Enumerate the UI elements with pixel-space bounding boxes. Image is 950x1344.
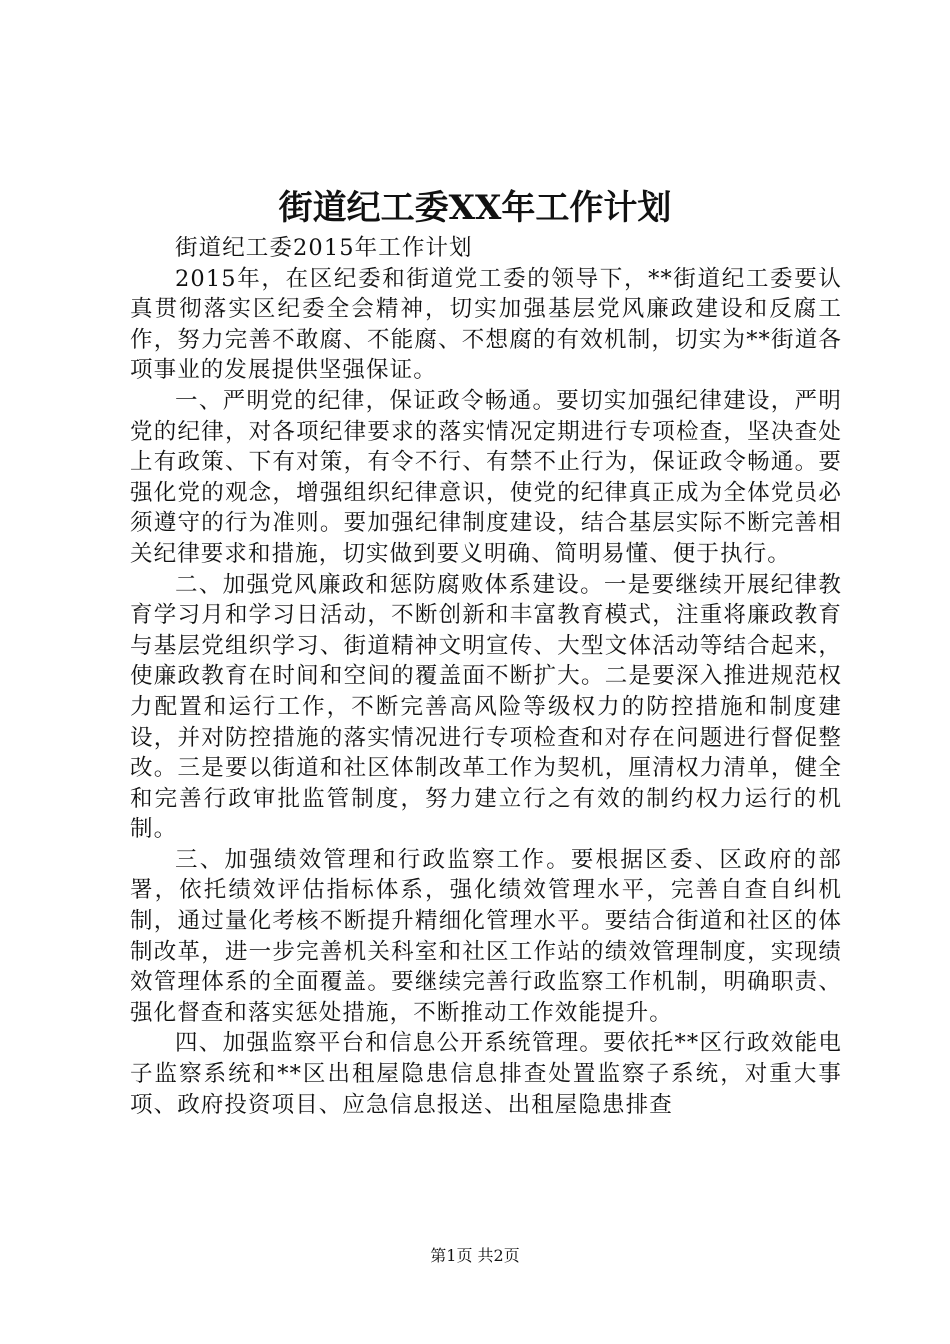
document-title: 街道纪工委XX年工作计划	[278, 188, 672, 228]
page-number-footer: 第1页 共2页	[430, 1246, 520, 1265]
paragraph-section-1: 一、严明党的纪律，保证政令畅通。要切实加强纪律建设，严明党的纪律，对各项纪律要求的落实情况定期进行专项检查，坚决查处上有政策、下有对策，有令不行、有禁不止行为，保证政令畅通。要强化党的观念，增强组织纪律意识，使党的纪律真正成为全体党员必须遵守的行为准则。要加强纪律制度建设，结合基层实际不断完善相关纪律要求和措施，切实做到要义明确、简明易懂、便于执行。	[130, 387, 842, 567]
paragraph-intro: 2015年，在区纪委和街道党工委的领导下，**街道纪工委要认真贯彻落实区纪委全会精神，切实加强基层党风廉政建设和反腐工作，努力完善不敢腐、不能腐、不想腐的有效机制，切实为**街道各项事业的发展提供坚强保证。	[130, 265, 842, 384]
paragraph-section-3: 三、加强绩效管理和行政监察工作。要根据区委、区政府的部署，依托绩效评估指标体系，强化绩效管理水平，完善自查自纠机制，通过量化考核不断提升精细化管理水平。要结合街道和社区的体制改革，进一步完善机关科室和社区工作站的绩效管理制度，实现绩效管理体系的全面覆盖。要继续完善行政监察工作机制，明确职责、强化督查和落实惩处措施，不断推动工作效能提升。	[130, 846, 842, 1026]
document-subtitle: 街道纪工委2015年工作计划	[175, 235, 473, 261]
paragraph-section-2: 二、加强党风廉政和惩防腐败体系建设。一是要继续开展纪律教育学习月和学习日活动，不断创新和丰富教育模式，注重将廉政教育与基层党组织学习、街道精神文明宣传、大型文体活动等结合起来，使廉政教育在时间和空间的覆盖面不断扩大。二是要深入推进规范权力配置和运行工作，不断完善高风险等级权力的防控措施和制度建设，并对防控措施的落实情况进行专项检查和对存在问题进行督促整改。三是要以街道和社区体制改革工作为契机，厘清权力清单，健全和完善行政审批监管制度，努力建立行之有效的制约权力运行的机制。	[130, 571, 842, 843]
document-body	[130, 233, 842, 1120]
paragraph-section-4: 四、加强监察平台和信息公开系统管理。要依托**区行政效能电子监察系统和**区出租屋隐患信息排查处置监察子系统，对重大事项、政府投资项目、应急信息报送、出租屋隐患排查	[130, 1030, 842, 1118]
